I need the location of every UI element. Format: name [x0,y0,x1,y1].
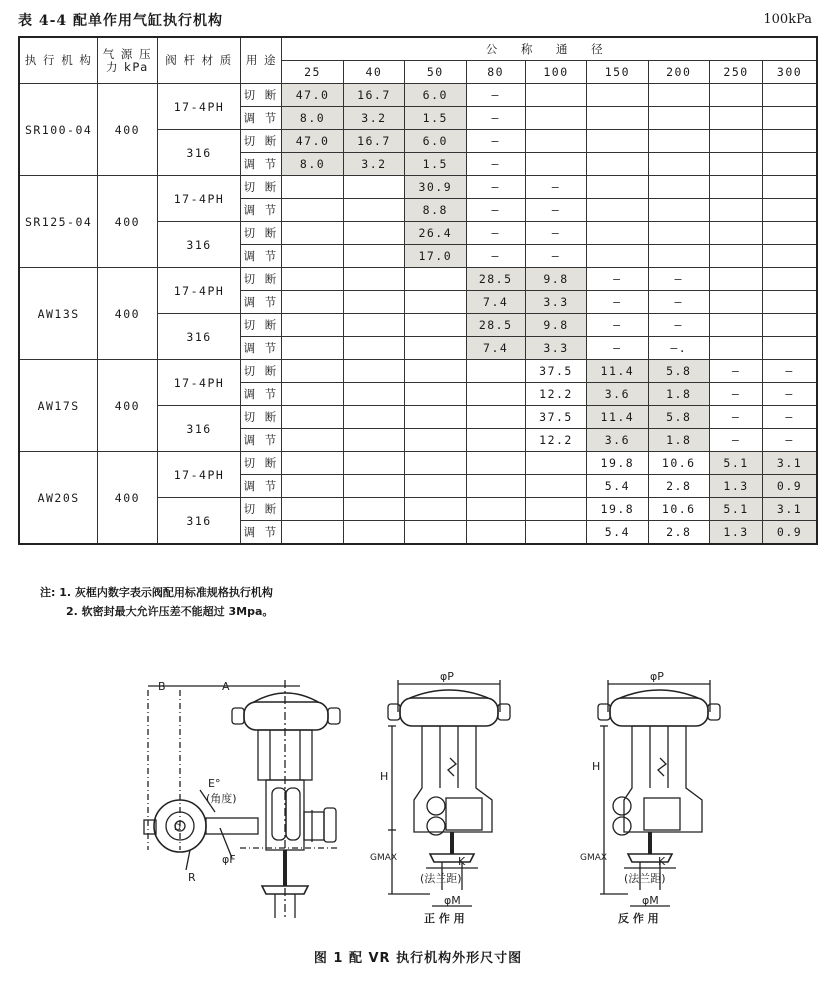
cell-value: 0.9 [763,521,817,545]
cell-use: 切 断 [241,222,282,245]
cell-value: 3.2 [343,153,404,176]
cell-value: — [466,107,525,130]
label-h-reverse: H [592,760,601,773]
cell-use: 调 节 [241,383,282,406]
cell-value [763,222,817,245]
cell-value: 5.4 [587,475,648,498]
cell-value: — [525,176,586,199]
cell-value: 12.2 [525,429,586,452]
cell-value [405,337,466,360]
cell-value: — [648,268,709,291]
cell-value: 16.7 [343,84,404,107]
header-dn-1: 40 [343,61,404,84]
cell-value: 47.0 [282,130,343,153]
cell-value [648,222,709,245]
table-row [19,84,817,107]
cell-value: 8.0 [282,153,343,176]
cell-value [648,153,709,176]
cell-value: 7.4 [466,291,525,314]
label-m-direct: φM [444,894,461,907]
cell-value: 30.9 [405,176,466,199]
cell-value: 3.6 [587,429,648,452]
table-row [19,268,817,291]
label-h-direct: H [380,770,389,783]
header-dn-4: 100 [525,61,586,84]
cell-value: 3.3 [525,291,586,314]
table-row [19,452,817,475]
cell-value: 3.1 [763,452,817,475]
cell-value [648,199,709,222]
label-k-reverse: K [658,855,666,868]
cell-value [648,107,709,130]
cell-value [587,245,648,268]
cell-value [587,222,648,245]
cell-value: — [709,383,762,406]
table-row [19,360,817,383]
cell-use: 调 节 [241,199,282,222]
cell-value [763,84,817,107]
caption-direct: 正 作 用 [424,912,465,925]
cell-supply: 400 [98,360,157,452]
cell-value: — [466,176,525,199]
cell-value [763,130,817,153]
cell-value [343,475,404,498]
cell-value [525,130,586,153]
cell-value [343,176,404,199]
cell-value [466,452,525,475]
header-dn-0: 25 [282,61,343,84]
cell-value: — [525,222,586,245]
cell-use: 调 节 [241,153,282,176]
cell-value: — [525,199,586,222]
cell-value [525,153,586,176]
cell-value [343,291,404,314]
cell-use: 调 节 [241,429,282,452]
header-dn-6: 200 [648,61,709,84]
cell-use: 调 节 [241,107,282,130]
side-view [144,680,340,920]
cell-value: 3.3 [525,337,586,360]
cell-stem: 17-4PH [157,360,241,406]
cell-value: 19.8 [587,452,648,475]
cell-value [282,199,343,222]
cell-value [709,337,762,360]
cell-value: 12.2 [525,383,586,406]
figure-title: 图 1 配 VR 执行机构外形尺寸图 [313,951,523,966]
cell-value [763,291,817,314]
cell-value [343,199,404,222]
cell-value [405,452,466,475]
cell-actuator: AW20S [19,452,98,545]
cell-stem: 316 [157,314,241,360]
cell-value: 11.4 [587,406,648,429]
cell-value [709,245,762,268]
cell-use: 调 节 [241,521,282,545]
cell-value [343,429,404,452]
cell-value: 37.5 [525,406,586,429]
cell-value [763,314,817,337]
cell-value: 47.0 [282,84,343,107]
cell-stem: 316 [157,406,241,452]
cell-value: 5.1 [709,452,762,475]
cell-value: 9.8 [525,314,586,337]
cell-value [343,314,404,337]
cell-value [587,84,648,107]
spec-table [18,36,818,545]
cell-value [709,84,762,107]
cell-value: 1.5 [405,107,466,130]
cell-value [405,383,466,406]
cell-value [709,199,762,222]
cell-use: 调 节 [241,291,282,314]
cell-value [282,291,343,314]
cell-value: 9.8 [525,268,586,291]
cell-value: 8.0 [282,107,343,130]
label-angle: (角度) [206,792,237,805]
cell-actuator: SR125-04 [19,176,98,268]
cell-value [648,245,709,268]
cell-value [282,245,343,268]
table-title: 表 4-4 配单作用气缸执行机构 [18,13,224,29]
cell-value [525,498,586,521]
label-m-reverse: φM [642,894,659,907]
cell-value: 28.5 [466,268,525,291]
cell-value [343,521,404,545]
header-stem: 阀 杆 材 质 [157,37,241,84]
cell-value: 8.8 [405,199,466,222]
cell-use: 切 断 [241,176,282,199]
note-2: 2. 软密封最大允许压差不能超过 3Mpa。 [66,605,274,618]
cell-value [282,222,343,245]
cell-value [405,429,466,452]
cell-value: 1.3 [709,475,762,498]
cell-value [709,153,762,176]
cell-value: — [709,360,762,383]
cell-value: 2.8 [648,521,709,545]
cell-value [466,360,525,383]
cell-supply: 400 [98,268,157,360]
actuator-drawing [0,660,836,940]
cell-value: — [466,199,525,222]
header-actuator: 执 行 机 构 [19,37,98,84]
label-f: φF [222,853,236,866]
cell-use: 切 断 [241,130,282,153]
cell-value: 37.5 [525,360,586,383]
cell-value [763,245,817,268]
header-dn-5: 150 [587,61,648,84]
cell-value [405,475,466,498]
cell-value [405,291,466,314]
cell-value [763,199,817,222]
cell-value: 2.8 [648,475,709,498]
cell-value [282,314,343,337]
cell-value [525,107,586,130]
cell-value [343,222,404,245]
cell-value: 17.0 [405,245,466,268]
cell-use: 切 断 [241,498,282,521]
cell-value [282,452,343,475]
cell-value: 28.5 [466,314,525,337]
cell-value: 1.8 [648,383,709,406]
header-nominal: 公 称 通 径 [282,37,817,61]
table-body [19,84,817,545]
cell-use: 切 断 [241,406,282,429]
cell-supply: 400 [98,452,157,545]
cell-value [709,291,762,314]
cell-value [587,199,648,222]
cell-value [282,337,343,360]
label-b: B [158,680,166,693]
cell-value [282,521,343,545]
cell-value [525,475,586,498]
cell-value [763,176,817,199]
cell-value: 3.1 [763,498,817,521]
cell-value [282,429,343,452]
notes [40,583,273,621]
cell-stem: 316 [157,498,241,545]
cell-value: 5.4 [587,521,648,545]
cell-value [709,314,762,337]
cell-value: 6.0 [405,84,466,107]
header-use: 用 途 [241,37,282,84]
cell-value [763,107,817,130]
cell-value [709,107,762,130]
cell-value: — [466,130,525,153]
cell-value: — [763,429,817,452]
cell-value: —. [648,337,709,360]
cell-value [343,337,404,360]
cell-stem: 17-4PH [157,452,241,498]
cell-value [763,337,817,360]
cell-stem: 316 [157,222,241,268]
cell-value: — [587,337,648,360]
cell-value [709,222,762,245]
cell-use: 调 节 [241,337,282,360]
cell-value [525,84,586,107]
cell-value [405,268,466,291]
cell-value: — [466,245,525,268]
cell-value [466,383,525,406]
table-title-row [18,8,818,32]
cell-value [282,475,343,498]
label-gmax-reverse: GMAX [580,853,608,863]
cell-value [405,406,466,429]
cell-value [466,475,525,498]
caption-reverse: 反 作 用 [618,912,659,925]
cell-value: 10.6 [648,498,709,521]
cell-value: 26.4 [405,222,466,245]
label-k-direct: K [458,855,466,868]
cell-value [587,107,648,130]
header-supply: 气 源 压 力 kPa [98,37,157,84]
cell-value: — [466,222,525,245]
cell-value: 19.8 [587,498,648,521]
cell-value: 11.4 [587,360,648,383]
label-e: E° [208,777,221,790]
cell-value [587,176,648,199]
cell-use: 切 断 [241,360,282,383]
cell-value [587,153,648,176]
cell-value: 5.8 [648,360,709,383]
cell-value: — [763,383,817,406]
cell-value [343,406,404,429]
cell-value: 16.7 [343,130,404,153]
header-dn-8: 300 [763,61,817,84]
cell-supply: 400 [98,176,157,268]
cell-use: 调 节 [241,245,282,268]
cell-value: 1.8 [648,429,709,452]
cell-value: — [587,268,648,291]
cell-value [282,406,343,429]
side-view-labels [158,680,237,884]
cell-value: — [587,314,648,337]
cell-value [343,452,404,475]
cell-value [343,245,404,268]
table-row [19,176,817,199]
cell-stem: 17-4PH [157,268,241,314]
cell-value [466,521,525,545]
cell-stem: 17-4PH [157,84,241,130]
cell-actuator: SR100-04 [19,84,98,176]
cell-value: 5.8 [648,406,709,429]
cell-value [763,153,817,176]
cell-value [648,130,709,153]
cell-value: 10.6 [648,452,709,475]
cell-value [466,498,525,521]
label-p-reverse: φP [650,670,664,683]
label-flange-reverse: (法兰距) [624,872,666,885]
cell-value [405,521,466,545]
cell-value [525,452,586,475]
cell-value [648,176,709,199]
cell-value [709,130,762,153]
cell-value [343,268,404,291]
cell-value: 1.5 [405,153,466,176]
cell-value: 6.0 [405,130,466,153]
cell-value: — [763,406,817,429]
label-p-direct: φP [440,670,454,683]
cell-value [709,268,762,291]
cell-value: — [763,360,817,383]
header-dn-7: 250 [709,61,762,84]
cell-stem: 316 [157,130,241,176]
cell-value: 3.2 [343,107,404,130]
cell-use: 切 断 [241,452,282,475]
cell-value: 1.3 [709,521,762,545]
cell-actuator: AW13S [19,268,98,360]
cell-value [343,383,404,406]
cell-value [282,383,343,406]
cell-value [525,521,586,545]
cell-value: — [709,406,762,429]
cell-value: — [466,153,525,176]
table-unit: 100kPa [763,12,812,27]
cell-value: 5.1 [709,498,762,521]
cell-supply: 400 [98,84,157,176]
cell-value [763,268,817,291]
header-dn-2: 50 [405,61,466,84]
label-a: A [222,680,230,693]
header-dn-3: 80 [466,61,525,84]
cell-value: — [587,291,648,314]
cell-value [343,360,404,383]
cell-use: 切 断 [241,84,282,107]
cell-value [405,360,466,383]
label-r: R [188,871,196,884]
cell-value: — [648,291,709,314]
cell-stem: 17-4PH [157,176,241,222]
cell-value: — [466,84,525,107]
cell-value [405,314,466,337]
cell-value [648,84,709,107]
cell-value: 0.9 [763,475,817,498]
note-1: 注: 1. 灰框内数字表示阀配用标准规格执行机构 [40,586,273,599]
cell-value [405,498,466,521]
cell-value [466,406,525,429]
cell-value [282,360,343,383]
cell-value: — [709,429,762,452]
cell-use: 切 断 [241,314,282,337]
cell-value [282,498,343,521]
cell-value: — [648,314,709,337]
cell-value: 3.6 [587,383,648,406]
cell-value [282,268,343,291]
label-flange-direct: (法兰距) [420,872,462,885]
cell-value [343,498,404,521]
cell-value [709,176,762,199]
cell-use: 切 断 [241,268,282,291]
cell-value [466,429,525,452]
cell-value: 7.4 [466,337,525,360]
cell-actuator: AW17S [19,360,98,452]
label-d: D [174,823,181,833]
cell-value: — [525,245,586,268]
cell-use: 调 节 [241,475,282,498]
label-gmax-direct: GMAX [370,853,398,863]
cell-value [282,176,343,199]
cell-value [587,130,648,153]
